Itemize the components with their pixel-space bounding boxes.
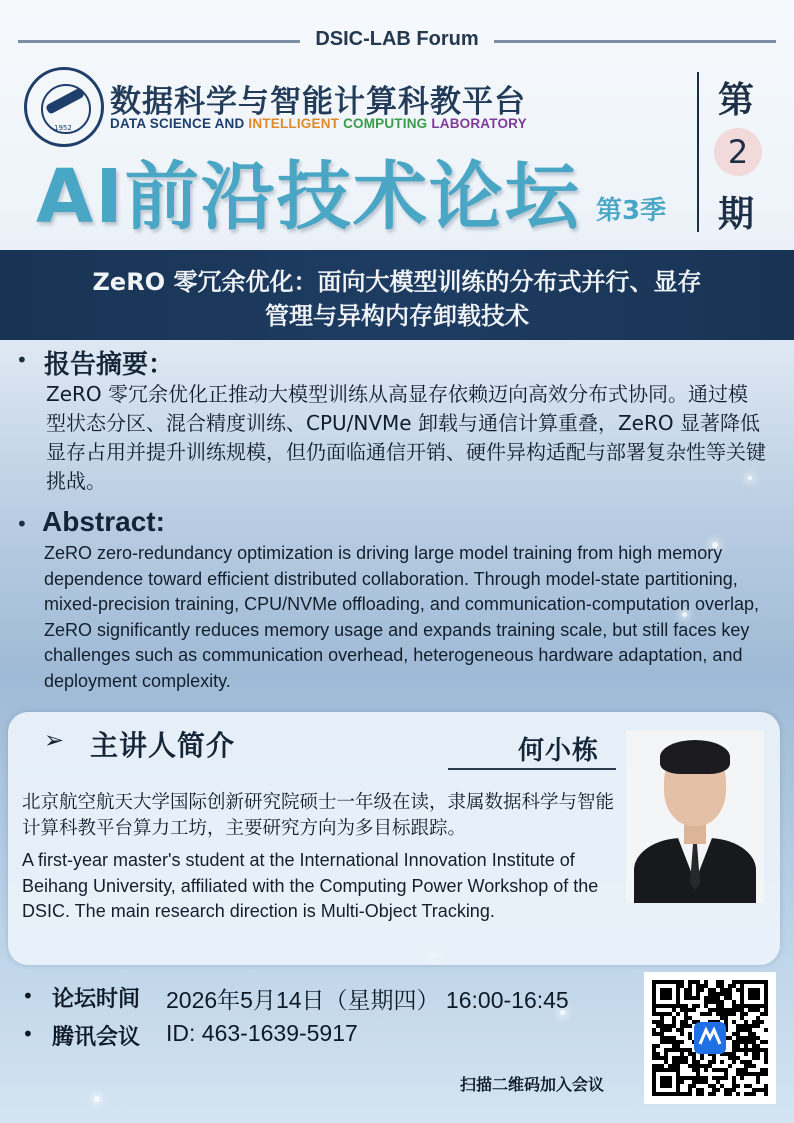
forum-time-value: 2026年5月14日（星期四） 16:00-16:45 <box>166 987 569 1013</box>
meeting-label: 腾讯会议 <box>52 1025 141 1050</box>
lab-name-en-part: LABORATORY <box>431 116 527 131</box>
speaker-photo <box>626 730 764 903</box>
bullet-icon: • <box>16 348 28 372</box>
photo-hair <box>660 740 730 774</box>
issue-suffix: 期 <box>718 194 755 235</box>
lab-name-cn: 数据科学与智能计算科教平台 <box>110 84 526 120</box>
speaker-name-underline <box>448 768 616 770</box>
abstract-heading-cn: 报告摘要： <box>44 350 175 380</box>
forum-time-label: 论坛时间 <box>52 987 141 1012</box>
lab-name-en <box>110 116 527 131</box>
bullet-icon: • <box>22 1022 34 1046</box>
qr-caption: 扫描二维码加入会议 <box>460 1075 605 1094</box>
main-title: AI前沿技术论坛 <box>36 154 581 240</box>
lab-name-en-part: DATA SCIENCE AND <box>110 116 245 131</box>
qr-code-graphic <box>644 972 776 1104</box>
arrow-icon: ➢ <box>44 726 65 754</box>
abstract-heading-en: Abstract: <box>42 506 165 537</box>
university-logo <box>24 67 104 147</box>
lab-name-en-part: COMPUTING <box>343 116 428 131</box>
issue-prefix: 第 <box>718 80 755 121</box>
speaker-bio-cn: 北京航空航天大学国际创新研究院硕士一年级在读，隶属数据科学与智能计算科教平台算力工坊，主要研究方向为多目标跟踪。 <box>22 792 615 839</box>
meeting-qr-code[interactable] <box>644 972 776 1104</box>
speaker-name: 何小栋 <box>518 736 600 766</box>
speaker-section-title: 主讲人简介 <box>90 729 236 762</box>
issue-divider <box>697 72 699 232</box>
speaker-bio-en: A first-year master's student at the International Innovation Institute of Beihang University, affiliated with the Computing Power Workshop of the DSIC. The main research direction is Multi-Object Tracking. <box>22 850 599 921</box>
abstract-text-en: ZeRO zero-redundancy optimization is driving large model training from high memory dependence toward efficient distributed collaboration. Through model-state partitioning, mixed-precision training, CPU/NVMe offloading, and communication-computation overlap, ZeRO significantly reduces memory usage and expands training scale, but still faces key challenges such as communication overhead, heterogeneous hardware adaptation, and deployment complexity. <box>44 543 760 691</box>
forum-title: DSIC-LAB Forum <box>315 28 479 50</box>
talk-title-line2: 管理与异构内存卸载技术 <box>265 302 529 330</box>
bullet-icon: • <box>22 984 34 1008</box>
issue-number: 2 <box>714 128 762 176</box>
season-label: 第3季 <box>596 196 667 226</box>
logo-year: 1952 <box>54 124 72 132</box>
abstract-text-cn: ZeRO 零冗余优化正推动大模型训练从高显存依赖迈向高效分布式协同。通过模型状态分区、混合精度训练、CPU/NVMe 卸载与通信计算重叠，ZeRO 显著降低显存占用并提升训练规模，但仍面临通信开销、硬件异构适配与部署复杂性等关键挑战。 <box>46 382 766 493</box>
meeting-id-value: ID: 463-1639-5917 <box>166 1020 358 1046</box>
bullet-icon: • <box>16 512 28 536</box>
lab-name-en-part: INTELLIGENT <box>248 116 340 131</box>
talk-title-line1: ZeRO 零冗余优化：面向大模型训练的分布式并行、显存 <box>92 268 702 296</box>
sparkle-decoration <box>94 1096 100 1102</box>
